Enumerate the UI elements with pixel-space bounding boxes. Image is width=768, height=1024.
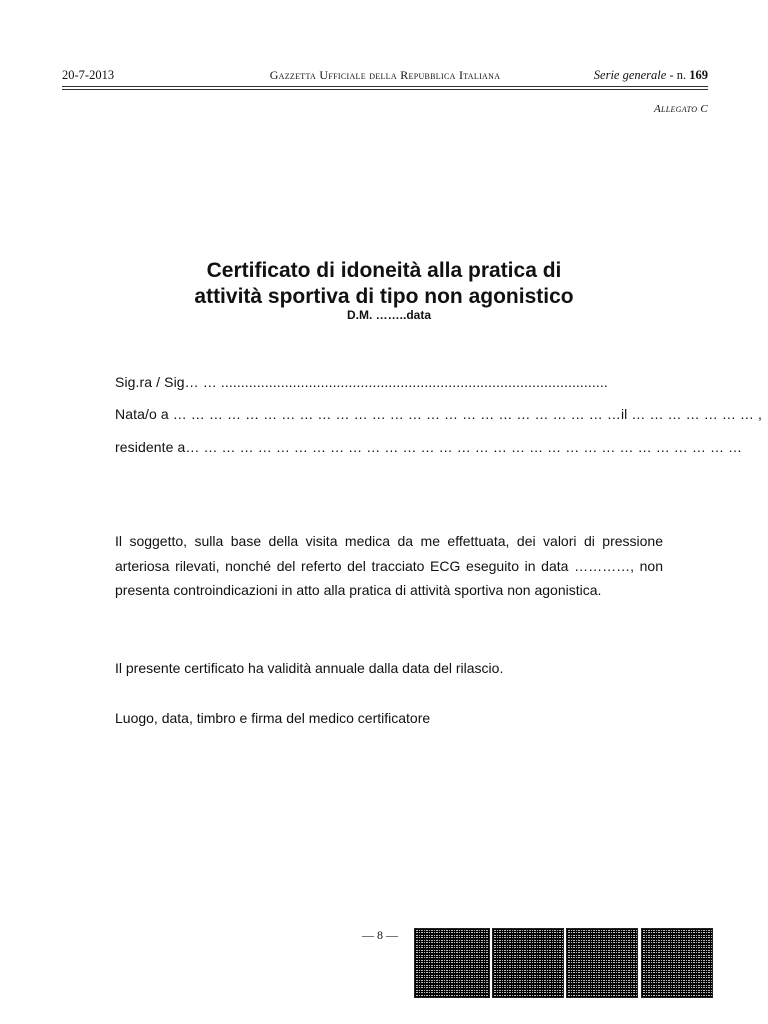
signature-line: Luogo, data, timbro e firma del medico certificatore <box>115 710 431 726</box>
barcode-block-2 <box>492 928 564 998</box>
page-number: — 8 — <box>362 928 398 942</box>
header-title: Gazzetta Ufficiale della Repubblica Italiana <box>269 68 501 82</box>
attestation-paragraph: Il soggetto, sulla base della visita medica da me effettuata, dei valori di pressione arteriosa rilevati, nonché del referto del tracciato ECG eseguito in data …………, non presenta controindicazioni in atto alla pratica di attività sportiva non agonistica. <box>115 533 663 598</box>
barcode-block-3 <box>566 928 638 998</box>
header-serie-sep: - n. <box>666 68 690 82</box>
barcode-block-1 <box>414 928 490 998</box>
validity-paragraph: Il presente certificato ha validità annuale dalla data del rilascio. <box>115 660 504 676</box>
certificate-title-line2: attività sportiva di tipo non agonistico <box>194 285 574 308</box>
barcode-block-4 <box>641 928 713 998</box>
decree-reference: D.M. ……..data <box>346 308 431 322</box>
header-date: 20-7-2013 <box>62 68 115 82</box>
certificate-title-line1: Certificato di idoneità alla pratica di <box>206 259 562 282</box>
name-field: Sig.ra / Sig… … ................................................................................................. <box>115 374 608 390</box>
header-serie-label: Serie generale <box>593 68 667 82</box>
header-number: 169 <box>689 68 708 82</box>
birth-field: Nata/o a … … … … … … … … … … … … … … … … … … … … … … … … …il … … … … … … … , <box>115 406 762 422</box>
header-rule-top <box>62 86 708 87</box>
annex-label: Allegato C <box>653 103 708 115</box>
header-rule-bottom <box>62 89 708 90</box>
certificate-title <box>0 258 768 310</box>
residence-field: residente a… … … … … … … … … … … … … … … … … … … … … … … … … … … … … … … <box>115 439 743 455</box>
gazette-header <box>62 68 708 84</box>
header-serie <box>594 68 708 83</box>
